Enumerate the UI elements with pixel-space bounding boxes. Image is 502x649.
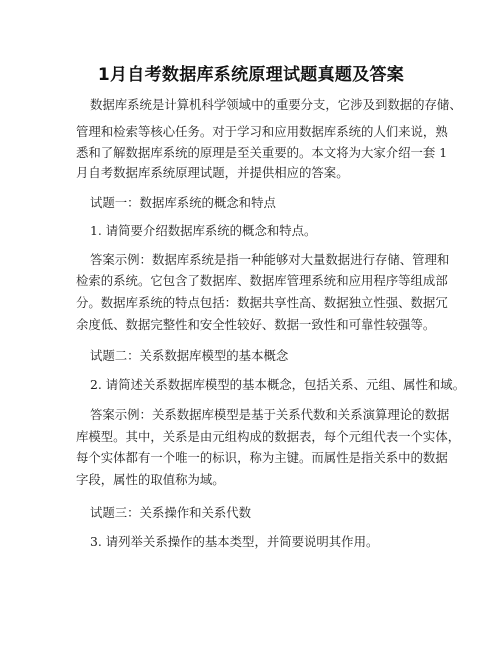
intro-line-3: 悉和了解数据库系统的原理是至关重要的。本文将为大家介绍一套 1 [76,145,448,160]
section-2-answer-line-4: 字段，属性的取值称为域。 [76,472,225,487]
document-title: 1月自考数据库系统原理试题真题及答案 [97,65,405,85]
section-1-answer-line-1: 答案示例：数据库系统是指一种能够对大量数据进行存储、管理和 [90,252,450,267]
section-2-answer-line-1: 答案示例：关系数据库模型是基于关系代数和关系演算理论的数据 [90,407,450,422]
intro-line-1: 数据库系统是计算机科学领域中的重要分支，它涉及到数据的存储、 [90,97,462,112]
section-2-heading: 试题二：关系数据库模型的基本概念 [90,348,289,363]
section-1-question: 1. 请简要介绍数据库系统的概念和特点。 [90,223,317,238]
section-3-heading: 试题三：关系操作和关系代数 [90,505,252,520]
section-1-heading: 试题一：数据库系统的概念和特点 [90,195,276,210]
intro-line-4: 月自考数据库系统原理试题，并提供相应的答案。 [76,165,349,180]
intro-line-2: 管理和检索等核心任务。对于学习和应用数据库系统的人们来说，熟 [76,124,448,139]
section-2-question: 2. 请简述关系数据库模型的基本概念，包括关系、元组、属性和域。 [90,377,466,392]
section-2-answer-line-3: 每个实体都有一个唯一的标识，称为主键。而属性是指关系中的数据 [76,450,448,465]
section-2-answer-line-2: 库模型。其中，关系是由元组构成的数据表，每个元组代表一个实体， [76,429,461,444]
section-3-question: 3. 请列举关系操作的基本类型，并简要说明其作用。 [90,534,379,549]
section-1-answer-line-4: 余度低、数据完整性和安全性较好、数据一致性和可靠性较强等。 [76,317,436,332]
section-1-answer-line-2: 检索的系统。它包含了数据库、数据库管理系统和应用程序等组成部 [76,273,448,288]
section-1-answer-line-3: 分。数据库系统的特点包括：数据共享性高、数据独立性强、数据冗 [76,295,448,310]
